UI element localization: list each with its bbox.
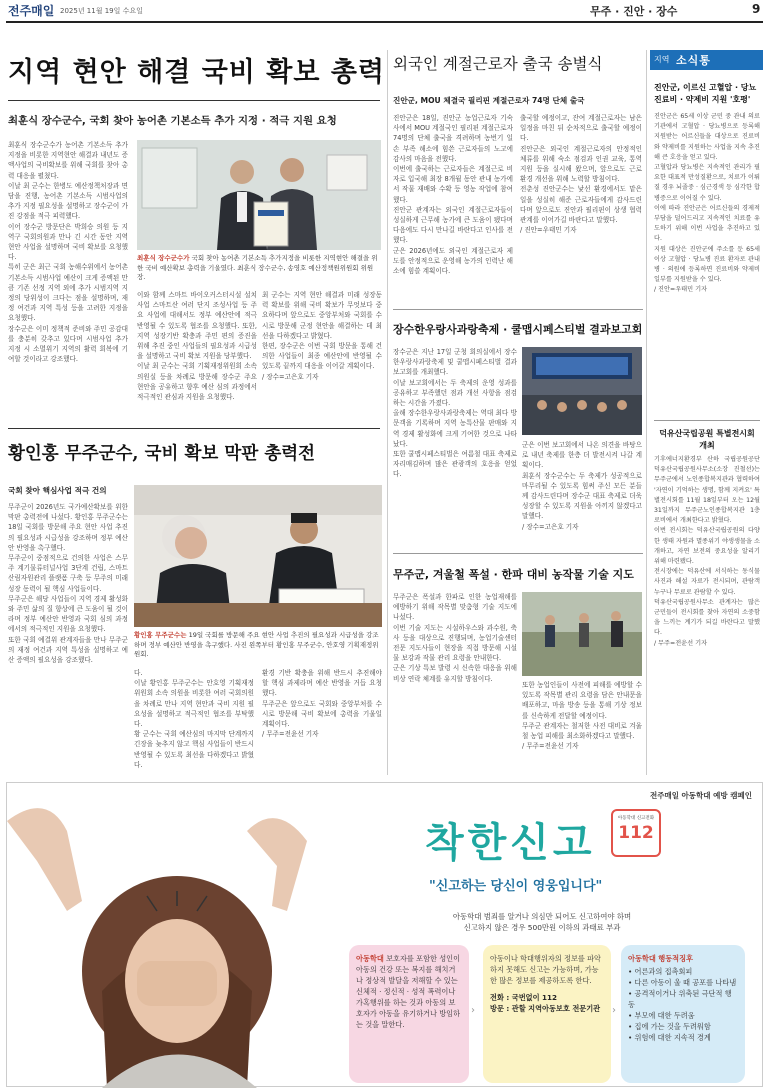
ad-notice-line2: 신고하지 않은 경우 500만원 이하의 과태료 부과 bbox=[463, 923, 621, 932]
lead-col3: 최 군수는 지역 현안 해결과 미래 성장동력 확보를 위해 국비 확보가 무엇보다 중요하다며 앞으로도 중앙부처와 국회를 수시로 방문해 군정 현안을 해결하는 데 최선을 다하겠다고 밝혔다. 한편, 장수군은 이번 국회 방문을 통해 건의한 사업들이 최종 예산안에 반영될 수 있도록 끝까지 대응을 이어갈 계획이다. / 장수=고은호 기자 bbox=[262, 291, 382, 381]
lead-caption-text: 국회 찾아 농어촌 기본소득 추가지정을 비롯한 지역현안 해결을 위한 국비 예산확보 총력을 기울였다. 최훈식 장수군수, 송영호 예산정책원위원회 위원장. bbox=[137, 254, 378, 281]
ad-box3-item bbox=[628, 966, 738, 977]
story5-photo bbox=[522, 592, 642, 676]
story2-col2: 다. 이날 황인홍 무주군수는 안호영 기획재정위원회 소속 의원을 비롯한 여러 국회의원을 차례로 만나 지역 현안과 국비 지원 필요성을 설명하고 적극적인 협조를 부탁했다. 황 군수는 국회 예산심의 마지막 단계까지 긴장을 늦추지 않고 핵심 사업들이 반드시 반영될 수 있도록 최선을 다하겠다고 밝혔다. bbox=[134, 669, 254, 769]
story2-caption-lead: 황인홍 무주군수는 bbox=[134, 631, 187, 639]
story2-caption-text: 19일 국회를 방문해 주요 현안 사업 추진의 필요성과 시급성을 강조하며 정부 예산안 반영을 촉구했다. 사진 왼쪽부터 황인홍 무주군수, 안호영 기획재정위원회. bbox=[134, 631, 379, 658]
story5-headline: 무주군, 겨울철 폭설 · 한파 대비 농작물 기술 지도 bbox=[393, 568, 634, 581]
story4-col1: 장수군은 지난 17일 군청 회의실에서 장수한우랑사과랑축제 및 쿨맵시페스티벌 결과보고회를 개최했다. 이날 보고회에서는 두 축제의 운영 성과를 공유하고 부족했던 점과 개선 사항을 점검하는 시간을 가졌다. 올해 장수한우랑사과랑축제는 역대 최다 방문객을 기록하며 지역 농특산물 판매와 지역 경제 활성화에 크게 기여한 것으로 나타났다. 또한 쿨맵시페스티벌은 여름철 대표 축제로 자리매김하며 많은 관광객의 호응을 얻었다. bbox=[393, 348, 517, 479]
ad-illustration bbox=[7, 791, 347, 1088]
ad-box3-item bbox=[628, 1021, 738, 1032]
ad-sponsor: 전주매일 아동학대 예방 캠페인 bbox=[649, 791, 752, 800]
story4-col2: 군은 이번 보고회에서 나온 의견을 바탕으로 내년 축제를 한층 더 발전시켜 나갈 계획이다. 최훈식 장수군수는 두 축제가 성공적으로 마무리될 수 있도록 힘써 주신 모든 분들께 감사드린다며 장수군 대표 축제로 더욱 성장할 수 있도록 지원을 아끼지 않겠다고 말했다. / 장수=고은호 기자 bbox=[522, 441, 642, 531]
ad-box-signs bbox=[621, 945, 745, 1083]
ad-box2-text: 아동이나 학대행위자의 정보를 파악하지 못해도 신고는 가능하며, 가능한 많은 정보를 제공하도록 한다. bbox=[490, 954, 602, 985]
sidebar bbox=[650, 50, 763, 775]
lead-col2: 이와 함께 스마트 바이오커스터시설 설치사업 스마트산 여러 단지 조성사업 등 주요 사업에 대해서도 정부 예산안에 적극 반영될 수 있도록 협조를 요청했다. 또한, 지역 성장기반 확충과 주민 편의 증진을 위해 추진 중인 사업들의 필요성과 시급성을 설명하고 국비 확보 지원을 당부했다. 이날 최 군수는 국회 기획재정위원회 소속 의원실 등을 차례로 방문해 장수군 주요 현안을 공유하고 향후 예산 심의 과정에서 적극적인 관심과 지원을 요청했다. bbox=[137, 291, 257, 402]
ad-slogan: "신고하는 당신이 영웅입니다" bbox=[429, 879, 603, 894]
ad-box3-title: 아동학대 행동적징후 bbox=[628, 954, 693, 963]
ad-box-definition bbox=[349, 945, 469, 1083]
paper-name: 전주매일 bbox=[8, 4, 55, 18]
lead-photo bbox=[137, 140, 381, 250]
ad-notice-line1: 아동학대 범죄를 알거나 의심만 되어도 신고하여야 하며 bbox=[452, 912, 632, 921]
ad-title bbox=[425, 811, 596, 868]
sidebar-divider bbox=[646, 50, 647, 775]
bullet-icon: • bbox=[628, 989, 635, 998]
story2-col1: 무주군이 2026년도 국가예산확보를 위한 막판 총력전에 나섰다. 황인홍 무주군수는 18일 국회를 방문해 주요 현안 사업 추진의 필요성과 시급성을 강조하며 정부 예산안 반영을 촉구했다. 무주군이 중점적으로 건의한 사업은 스무주 계기물류터널사업 3단계 건립, 스마트산림자원관리 플랫폼 구축 등 무주의 미래 성장 동력이 될 핵심 사업들이다. 무주군은 해당 사업들이 지역 경제 활성화와 주민 삶의 질 향상에 큰 도움이 될 것이라며 정부 예산안 반영과 국회 심의 과정에서의 적극적인 지원을 요청했다. 또한 국회 예결위 관계자들을 만나 무주군의 재정 여건과 지역 특성을 설명하고 예산 증액의 필요성을 강조했다. bbox=[8, 503, 128, 665]
story2-photo bbox=[134, 485, 382, 627]
ad-box1-text: 보호자를 포함한 성인이 아동의 건강 또는 복지를 해치거나 정상적 발달을 저해할 수 있는 신체적 · 정신적 · 성적 폭력이나 가혹행위를 하는 것과 아동의 보호자가 아동을 유기하거나 방임하는 것을 말한다. bbox=[356, 954, 461, 1029]
sidebar-header bbox=[650, 50, 763, 70]
masthead bbox=[0, 0, 769, 22]
story2-col3: 환경 기반 확충을 위해 반드시 추진해야 할 핵심 과제라며 예산 반영을 거듭 요청했다. 무주군은 앞으로도 국회와 중앙부처를 수시로 방문해 국비 확보에 총력을 기울일 계획이다. / 무주=전윤선 기자 bbox=[262, 669, 382, 739]
story5-col2: 또한 농업인들이 사전에 피해를 예방할 수 있도록 작목별 관리 요령을 담은 안내문을 배포하고, 마을 방송 등을 통해 기상 정보를 신속하게 전달할 예정이다. 무주군 관계자는 철저한 사전 대비로 겨울철 농업 피해를 최소화하겠다고 말했다. / 무주=전윤선 기자 bbox=[522, 681, 642, 751]
story3-headline: 외국인 계절근로자 출국 송별식 bbox=[393, 55, 603, 73]
bullet-icon: • bbox=[628, 978, 635, 987]
ad-box2-visit: 방문 : 관할 지역아동보호 전문기관 bbox=[490, 1004, 601, 1013]
bullet-icon: • bbox=[628, 1022, 635, 1031]
ad-box3-item-text: 공격적이거나 위축된 극단적 행동 bbox=[628, 989, 732, 1009]
ad-box2-phone: 전화 : 국번없이 112 bbox=[490, 993, 558, 1002]
story5-photo-scene bbox=[522, 592, 642, 676]
ad-box3-item-text: 위험에 대한 지속적 경계 bbox=[634, 1033, 711, 1042]
column-divider bbox=[387, 50, 388, 775]
sidebar-tag: 지역 bbox=[654, 55, 670, 64]
lead-photo-scene bbox=[137, 140, 381, 250]
lead-caption bbox=[137, 254, 381, 284]
sidebar-item1-body: 진안군은 65세 이상 군민 중 관내 의료기관에서 고혈압 · 당뇨병으로 등록해 지원받는 어르신들을 대상으로 진료비와 약제비를 지원하는 사업을 지속 추진해 큰 호응을 얻고 있다. 고혈압과 당뇨병은 지속적인 관리가 필요한 대표적 만성질환으로, 치료가 이뤄질 경우 뇌졸중 · 심근경색 등 심각한 합병증으로 이어질 수 있다. 이에 따라 진안군은 어르신들의 경제적 부담을 덜어드리고 지속적인 치료를 유도하기 위해 이번 사업을 추진하고 있다. 지원 대상은 진안군에 주소를 둔 65세 이상 고혈압 · 당뇨병 진료 환자로 관내 병 · 의원에 등록하면 진료비와 약제비 일부를 지원받을 수 있다. / 진안=우태민 기자 bbox=[654, 113, 760, 294]
story2-photo-scene bbox=[134, 485, 382, 627]
story4-photo bbox=[522, 347, 642, 435]
ad-badge-number: 112 bbox=[618, 823, 654, 843]
sidebar-item2-headline: 덕유산국립공원 특별전시회 개최 bbox=[659, 429, 755, 450]
ad-box3-item-text: 부모에 대한 두려움 bbox=[634, 1011, 695, 1020]
story2-headline: 황인홍 무주군수, 국비 확보 막판 총력전 bbox=[8, 444, 316, 464]
ad-title-text: 착한신고 bbox=[425, 820, 596, 866]
lead-rule bbox=[8, 100, 380, 101]
lead-subhead: 최훈식 장수군수, 국회 찾아 농어촌 기본소득 추가 지정 · 적극 지원 요청 bbox=[8, 115, 337, 127]
story3-col1: 진안군은 18일, 진안군 농업근로자 기숙사에서 MOU 계절국인 필리핀 계절근로자 74명의 단체 출국을 격려하며 농번기 일손 부족 해소에 힘쓴 근로자들의 노고에 감사의 마음을 전했다. 이번에 출국하는 근로자들은 계절근로 비자로 입국해 최장 8개월 동안 관내 농가에서 작물 재배와 수확 등 영농 작업에 참여했다. 진안군 관계자는 외국인 계절근로자들이 성실하게 근무해 농가에 큰 도움이 됐다며 다음에도 다시 만나길 바란다고 인사를 전했다. 군은 2026년에도 외국인 계절근로자 제도를 안정적으로 운영해 농가의 인력난 해소에 힘쓸 계획이다. bbox=[393, 114, 513, 276]
ad-box3-item-text: 어른과의 접촉회피 bbox=[634, 967, 693, 976]
story3-subhead: 진안군, MOU 체결국 필리핀 계절근로자 74명 단체 출국 bbox=[393, 96, 585, 105]
section-label: 무주 · 진안 · 장수 bbox=[590, 5, 678, 18]
lead-bottom-rule bbox=[8, 428, 380, 429]
issue-date: 2025년 11월 19일 수요일 bbox=[60, 7, 143, 15]
ad-box3-item bbox=[628, 977, 738, 988]
sidebar-rule bbox=[654, 420, 760, 421]
ad-box3-item bbox=[628, 1032, 738, 1043]
ad-112-badge bbox=[611, 809, 661, 857]
sidebar-item2-body: 기후에너지환경부 산하 국립공원공단 덕유산국립공원사무소(소장 진철선)는 무주군에서 노인종합복지관과 협력하여 '자연이 기억하는 생명, 함께 지켜요' 특별전시회를 11월 18일부터 오는 12월 31일까지 무주군노인종합복지관 1층 로비에서 개최한다고 밝혔다. 이번 전시회는 덕유산국립공원의 다양한 생태 자원과 멸종위기 야생생물을 소개하고, 자연 보전의 중요성을 알리기 위해 마련됐다. 전시장에는 덕유산에 서식하는 동식물 사진과 해설 자료가 전시되며, 관람객 누구나 무료로 관람할 수 있다. 덕유산국립공원사무소 관계자는 많은 군민들이 전시회를 찾아 자연의 소중함을 느끼는 계기가 되길 바란다고 말했다. / 무주=전윤선 기자 bbox=[654, 456, 760, 647]
ad-box-report bbox=[483, 945, 611, 1083]
lead-caption-lead: 최훈식 장수군수가 bbox=[137, 254, 190, 262]
sidebar-title: 소식통 bbox=[676, 54, 711, 67]
ad-badge-caption: 아동학대 신고전화 bbox=[617, 816, 655, 821]
bullet-icon: • bbox=[628, 1011, 635, 1020]
ad-box3-item bbox=[628, 988, 738, 1010]
ad-banner bbox=[6, 782, 763, 1087]
right-arrow-icon: › bbox=[612, 1005, 616, 1016]
sidebar-item1-headline: 진안군, 이르신 고혈압 · 당뇨 진료비 · 약제비 지원 '호평' bbox=[654, 83, 757, 104]
ad-box3-item-text: 집에 가는 것을 두려워함 bbox=[634, 1022, 711, 1031]
bullet-icon: • bbox=[628, 967, 635, 976]
page-number: 9 bbox=[752, 2, 761, 16]
ad-notice bbox=[427, 911, 657, 933]
bullet-icon: • bbox=[628, 1033, 635, 1042]
story3-col2: 출국할 예정이고, 잔여 계절근로자는 남은 일정을 마친 뒤 순차적으로 출국할 예정이다. 진안군은 외국인 계절근로자의 안정적인 체류를 위해 숙소 점검과 인권 교육, 통역 지원 등을 실시해 왔으며, 앞으로도 근로 환경 개선을 위해 노력할 방침이다. 전춘성 진안군수는 낯선 환경에서도 맡은 일을 성실히 해준 근로자들에게 감사드린다며 앞으로도 진안과 필리핀이 상생 협력 관계를 이어가길 바란다고 말했다. / 진안=우태민 기자 bbox=[520, 114, 642, 235]
story2-caption bbox=[134, 631, 382, 669]
lead-col1: 최훈식 장수군수가 농어촌 기본소득 추가지정을 비롯한 지역현안 해결과 내년도 증액사업의 국비확보를 위해 국회를 찾아 총력 대응을 펼쳤다. 이날 최 군수는 한병도 예산정책처장과 면담을 진행, 농어촌 기본소득 시범사업의 추가 지정 필요성을 설명하고 장수군이 가진 강점을 적극 피력했다. 이어 장수군 방문단은 박희승 의원 등 지역구 국회의원과 만나 긴 시간 동안 지역현안 사업을 설명하며 국비 확보를 요청했다. 특히 군은 최근 국회 농해수위에서 농어촌 기본소득 시범사업 예산이 크게 증액된 만큼 기존 선정 지역 외에 추가 시범지역 지정의 당위성이 크다는 점을 설명하며, 재정 여건과 지역 특성 등을 고려한 지정을 요청했다. 장수군은 이미 정책적 준비와 주민 공감대를 충분히 갖추고 있다며 시범사업 추가 지정 시 소멸위기 지역의 활력 회복에 기여할 것이라고 강조했다. bbox=[8, 141, 128, 364]
story4-photo-scene bbox=[522, 347, 642, 435]
right-arrow-icon: › bbox=[471, 1005, 475, 1016]
lead-headline: 지역 현안 해결 국비 확보 총력 bbox=[8, 57, 385, 88]
masthead-rule bbox=[6, 21, 763, 23]
story3-rule bbox=[393, 309, 643, 310]
story2-subhead: 국회 찾아 핵심사업 적극 건의 bbox=[8, 486, 107, 495]
story4-rule bbox=[393, 553, 643, 554]
ad-box3-item-text: 다른 아동이 울 때 공포를 나타냄 bbox=[634, 978, 737, 987]
story5-col1: 무주군은 폭설과 한파로 인한 농업재해를 예방하기 위해 작목별 맞춤형 기술 지도에 나섰다. 이번 기술 지도는 시설하우스와 과수원, 축사 등을 대상으로 진행되며, 농업기술센터 전문 지도사들이 현장을 직접 방문해 시설물 보강과 작물 관리 요령을 안내한다. 군은 기상 특보 발령 시 신속한 대응을 위해 비상 연락 체계를 유지할 방침이다. bbox=[393, 593, 517, 683]
ad-box3-item bbox=[628, 1010, 738, 1021]
story4-headline: 장수한우랑사과랑축제 · 쿨맵시페스티벌 결과보고회 bbox=[393, 323, 643, 336]
ad-box1-title: 아동학대 bbox=[356, 954, 384, 963]
